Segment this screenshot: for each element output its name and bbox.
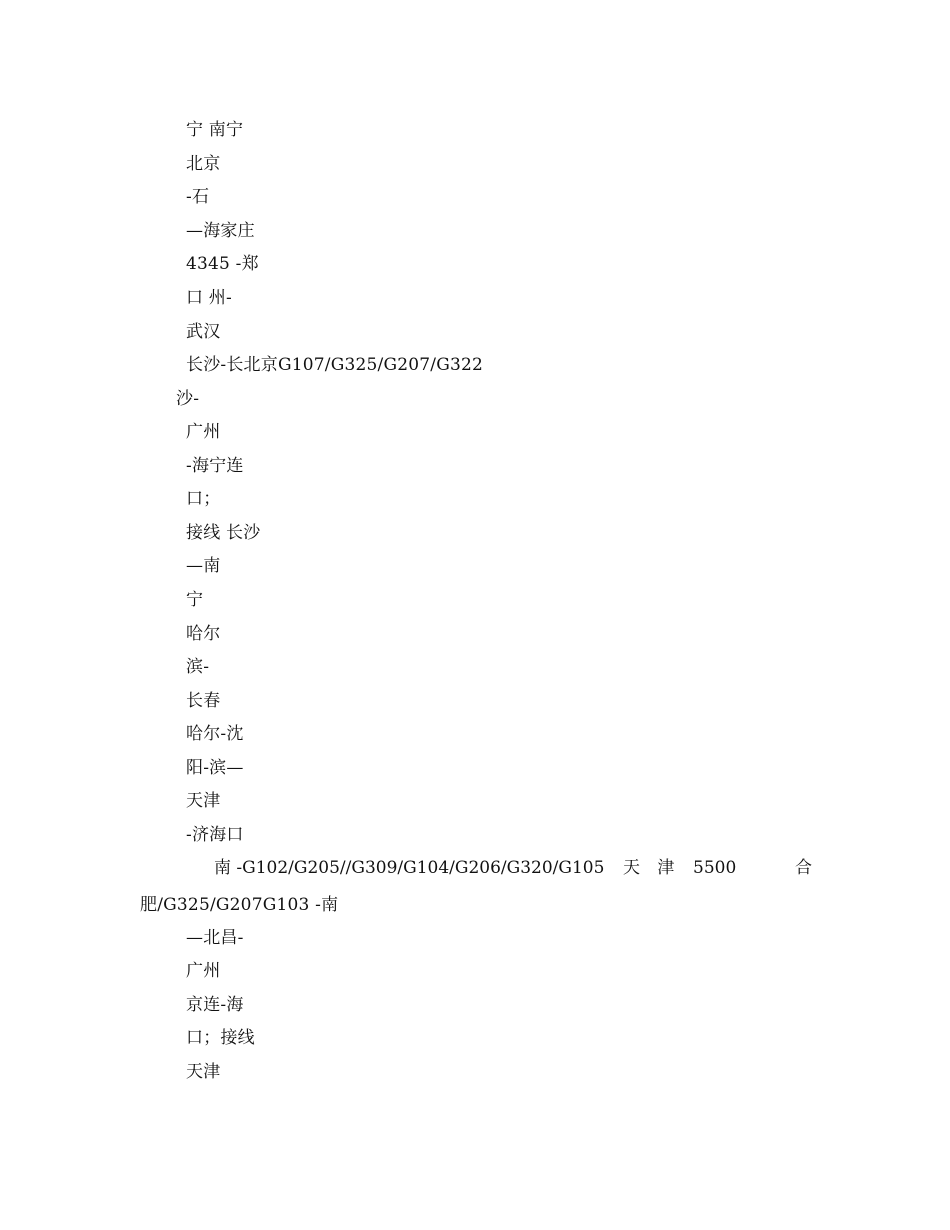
text-line: 4345 -郑 [186, 254, 259, 274]
text-line: 口； [186, 489, 221, 509]
text-line: -石 [186, 187, 210, 207]
text-line: -海宁连 [186, 456, 244, 476]
text-segment: 5500 [693, 858, 737, 878]
text-line: 长春 [186, 691, 221, 711]
text-line: 天津 [186, 791, 221, 811]
text-segment: 合 [795, 858, 812, 878]
text-line: —海家庄 [186, 221, 255, 241]
text-line: 长沙-长北京G107/G325/G207/G322 [186, 355, 484, 375]
text-line: 天津 [186, 1062, 221, 1082]
text-segment: 天 津 [623, 858, 681, 878]
text-line: 武汉 [186, 322, 221, 342]
text-line: —南 [186, 556, 221, 576]
text-line: 口 州- [186, 288, 232, 308]
text-line: 阳-滨— [186, 758, 244, 778]
text-line: —北昌- [186, 928, 244, 948]
text-line: 口；接线 [186, 1028, 255, 1048]
text-line: 北京 [186, 154, 221, 174]
text-line: 滨- [186, 657, 210, 677]
text-line: 哈尔 [186, 624, 221, 644]
text-line: 京连-海 [186, 995, 244, 1015]
text-line: 宁 南宁 [186, 120, 244, 140]
text-line: 宁 [186, 590, 204, 610]
text-line: 广州 [186, 961, 221, 981]
text-line: 南 -G102/G205//G309/G104/G206/G320/G105 [214, 858, 605, 878]
text-line: 接线 长沙 [186, 523, 261, 543]
text-line: 广州 [186, 422, 221, 442]
text-line: 沙- [176, 389, 200, 409]
text-line: 哈尔-沈 [186, 724, 244, 744]
text-line: -济海口 [186, 825, 244, 845]
text-line: 肥/G325/G207G103 -南 [140, 895, 339, 915]
